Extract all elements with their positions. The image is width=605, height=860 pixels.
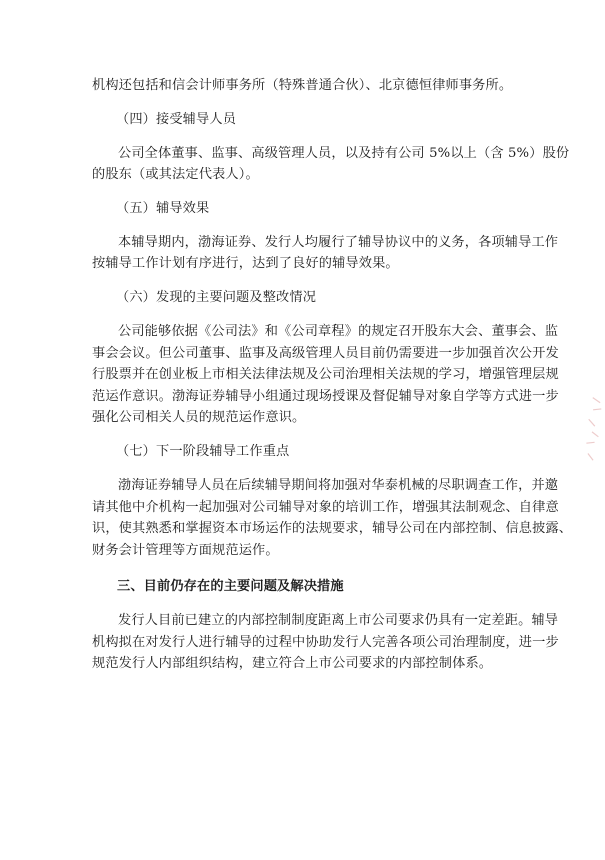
paragraph-line: 机构还包括和信会计师事务所（特殊普通合伙）、北京德恒律师事务所。 [92, 78, 513, 93]
chapter-heading: 三、目前仍存在的主要问题及解决措施 [117, 579, 344, 594]
paragraph-line: 机构拟在对发行人进行辅导的过程中协助发行人完善各项公司治理制度，进一步 [92, 635, 559, 650]
paragraph-line: 范运作意识。渤海证券辅导小组通过现场授课及督促辅导对象自学等方式进一步 [92, 389, 559, 404]
paragraph-line: 行股票并在创业板上市相关法律法规及公司治理相关法规的学习，增强管理层规 [92, 367, 559, 382]
paragraph-line: 渤海证券辅导人员在后续辅导期间将加强对华泰机械的尽职调查工作，并邀 [118, 478, 559, 493]
paragraph-line: 财务会计管理等方面规范运作。 [92, 543, 279, 558]
paragraph-line: 识，使其熟悉和掌握资本市场运作的法规要求，辅导公司在内部控制、信息披露、 [92, 521, 573, 536]
paragraph-line: 本辅导期内，渤海证券、发行人均履行了辅导协议中的义务，各项辅导工作 [118, 235, 559, 250]
paragraph-line: 请其他中介机构一起加强对公司辅导对象的培训工作，增强其法制观念、自律意 [92, 500, 559, 515]
section-heading: （四）接受辅导人员 [116, 112, 237, 127]
section-heading: （六）发现的主要问题及整改情况 [116, 290, 317, 305]
paragraph-line: 事会会议。但公司董事、监事及高级管理人员目前仍需要进一步加强首次公开发 [92, 346, 559, 361]
paragraph-line: 强化公司相关人员的规范运作意识。 [92, 410, 306, 425]
paragraph-line: 按辅导工作计划有序进行，达到了良好的辅导效果。 [92, 256, 399, 271]
section-heading: （五）辅导效果 [116, 201, 210, 216]
paragraph-line: 规范发行人内部组织结构，建立符合上市公司要求的内部控制体系。 [92, 656, 493, 671]
seal-stamp-fragment [579, 391, 605, 473]
paragraph-line: 公司能够依据《公司法》和《公司章程》的规定召开股东大会、董事会、监 [118, 324, 559, 339]
seal-stamp-mark [579, 391, 605, 473]
section-heading: （七）下一阶段辅导工作重点 [116, 444, 290, 459]
paragraph-line: 的股东（或其法定代表人）。 [92, 167, 259, 182]
paragraph-line: 公司全体董事、监事、高级管理人员，以及持有公司 5%以上（含 5%）股份 [118, 146, 570, 161]
paragraph-line: 发行人目前已建立的内部控制制度距离上市公司要求仍具有一定差距。辅导 [118, 613, 559, 628]
